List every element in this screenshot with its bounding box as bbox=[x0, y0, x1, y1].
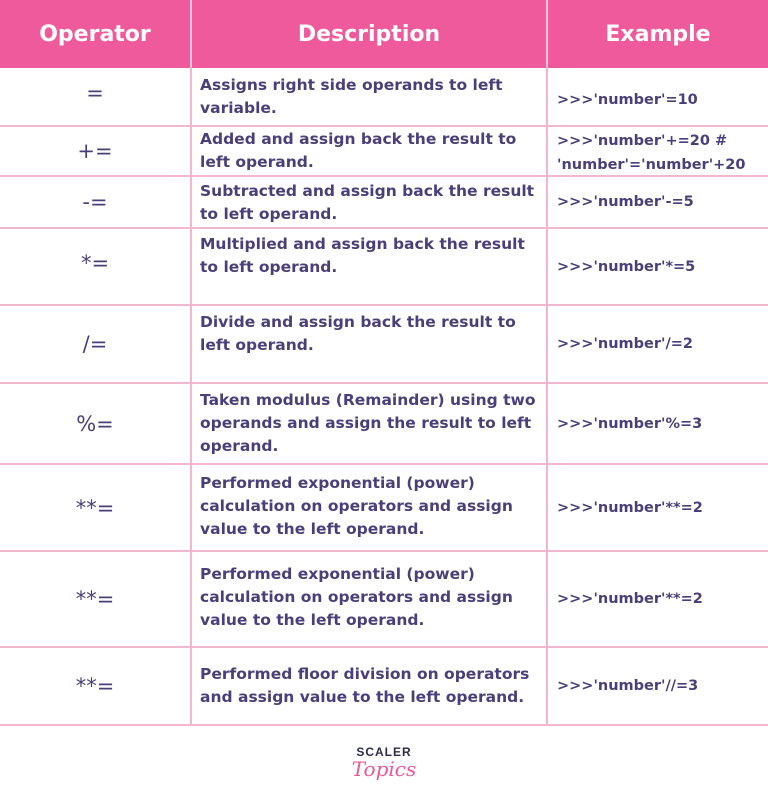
example-cell: >>>'number'**=2 bbox=[557, 591, 703, 607]
operator-cell: /= bbox=[0, 306, 192, 382]
scaler-topics-logo bbox=[0, 724, 768, 802]
table-row bbox=[0, 127, 768, 177]
example-cell: >>>'number'*=5 bbox=[557, 258, 696, 275]
table-row bbox=[0, 384, 768, 465]
example-cell: >>>'number'%=3 bbox=[557, 415, 703, 432]
example-cell: >>>'number'+=20 # 'number'='number'+20 bbox=[557, 133, 746, 173]
example-cell: >>>'number'=10 bbox=[557, 91, 698, 108]
table-row bbox=[0, 552, 768, 648]
operator-cell: -= bbox=[0, 177, 192, 227]
description-cell: Subtracted and assign back the result to left operand. bbox=[192, 177, 548, 227]
operator-cell: **= bbox=[0, 465, 192, 550]
operator-cell: *= bbox=[0, 229, 192, 304]
description-cell: Added and assign back the result to left operand. bbox=[192, 127, 548, 175]
description-cell: Performed exponential (power) calculation on operators and assign value to the left operand. bbox=[192, 465, 548, 550]
description-cell: Performed exponential (power) calculation on operators and assign value to the left operand. bbox=[192, 552, 548, 646]
description-cell: Divide and assign back the result to left operand. bbox=[192, 306, 548, 382]
example-cell: >>>'number'/=2 bbox=[557, 336, 693, 352]
header-example: Example bbox=[605, 21, 711, 47]
operator-cell: **= bbox=[0, 648, 192, 724]
description-cell: Multiplied and assign back the result to left operand. bbox=[192, 229, 548, 304]
table-row bbox=[0, 177, 768, 229]
operator-cell: %= bbox=[0, 384, 192, 463]
description-cell: Assigns right side operands to left variable. bbox=[192, 68, 548, 125]
table-row bbox=[0, 68, 768, 127]
operator-cell: += bbox=[0, 127, 192, 175]
example-cell: >>>'number'**=2 bbox=[557, 499, 703, 516]
table-row bbox=[0, 306, 768, 384]
table-header bbox=[0, 0, 768, 68]
table-row bbox=[0, 465, 768, 552]
description-cell: Performed floor division on operators and assign value to the left operand. bbox=[192, 648, 548, 724]
header-operator: Operator bbox=[0, 0, 192, 68]
operator-cell: **= bbox=[0, 552, 192, 646]
logo-topics-text: Topics bbox=[351, 757, 417, 781]
description-cell: Taken modulus (Remainder) using two operands and assign the result to left operand. bbox=[192, 384, 548, 463]
example-cell: >>>'number'-=5 bbox=[557, 194, 694, 210]
header-description: Description bbox=[192, 0, 548, 68]
table-row bbox=[0, 229, 768, 306]
table-row bbox=[0, 648, 768, 726]
operator-cell: = bbox=[0, 68, 192, 125]
example-cell: >>>'number'//=3 bbox=[557, 678, 699, 694]
logo-scaler-text: SCALER bbox=[356, 745, 412, 759]
